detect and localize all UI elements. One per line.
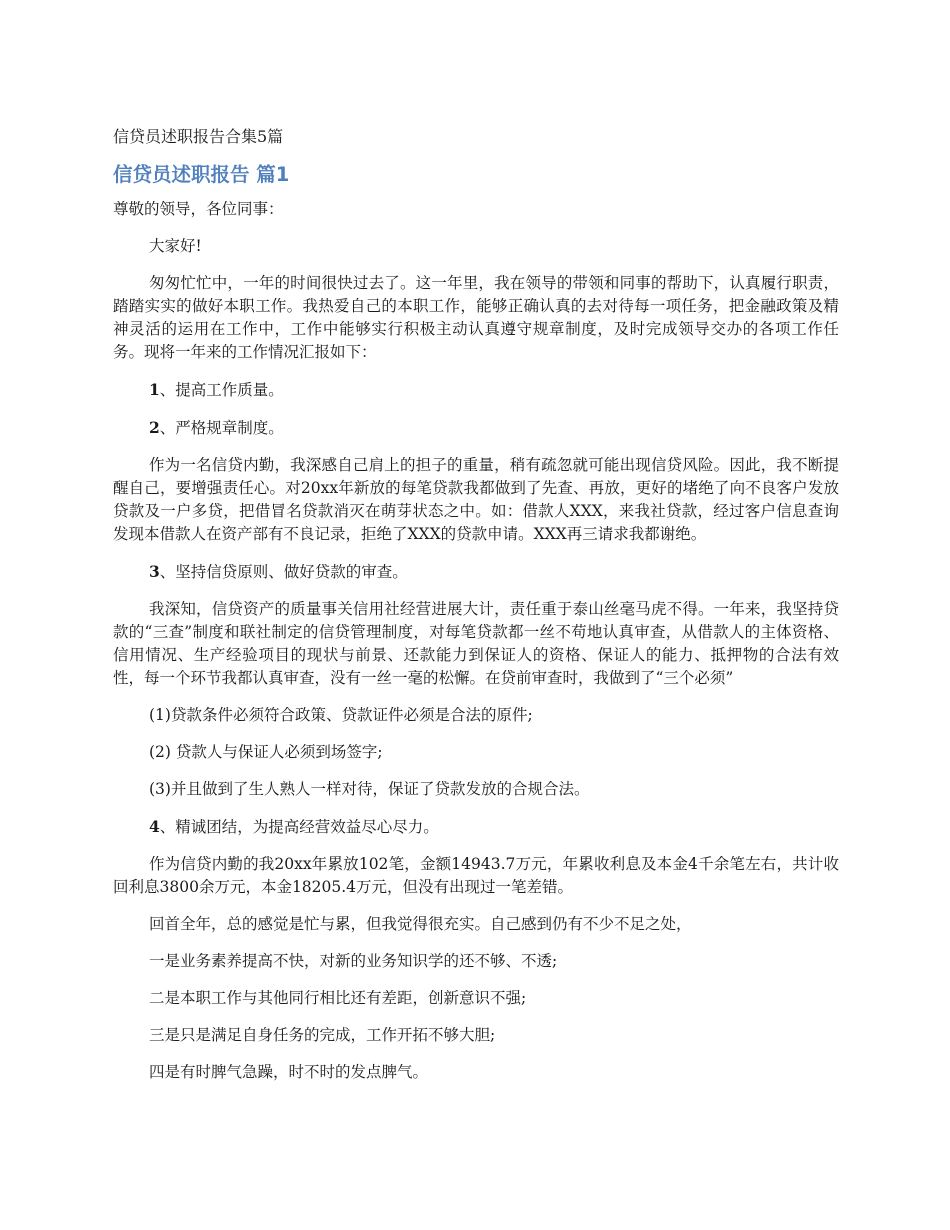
sub-item-2: (2) 贷款人与保证人必须到场签字; [149,743,383,761]
body-paragraph: 作为信贷内勤的我20xx年累放102笔，金额14943.7万元，年累收利息及本金4千余笔左右，共计收回利息3800余万元，本金18205.4万元，但没有出现过一笔差错。 [113,855,839,896]
shortcoming-2: 二是本职工作与其他同行相比还有差距，创新意识不强; [149,989,527,1007]
body-paragraph: 我深知，信贷资产的质量事关信用社经营进展大计，责任重于泰山丝毫马虎不得。一年来，我坚持贷款的“三查”制度和联社制定的信贷管理制度，对每笔贷款都一丝不苟地认真审查，从借款人的主体资格、信用情况、生产经验项目的现状与前景、还款能力到保证人的资格、保证人的能力、抵押物的合法有效性，每一个环节我都认真审查，没有一丝一毫的松懈。在贷前审查时，我做到了“三个必须” [113,600,839,687]
item-text: 、严格规章制度。 [159,419,284,437]
intro-paragraph: 匆匆忙忙中，一年的时间很快过去了。这一年里，我在领导的带领和同事的帮助下，认真履行职责，踏踏实实的做好本职工作。我热爱自己的本职工作，能够正确认真的去对待每一项任务，把金融政策及精神灵活的运用在工作中，工作中能够实行积极主动认真遵守规章制度，及时完成领导交办的各项工作任务。现将一年来的工作情况汇报如下： [113,274,839,361]
list-item-1 [113,378,839,402]
list-item-3 [113,560,839,584]
item-number: 1 [149,380,160,399]
section-heading: 信贷员述职报告 篇1 [113,163,290,186]
list-item-2 [113,416,839,440]
greeting: 大家好! [149,237,202,255]
item-text: 、精诚团结，为提高经营效益尽心尽力。 [159,818,439,836]
body-paragraph: 作为一名信贷内勤，我深感自己肩上的担子的重量，稍有疏忽就可能出现信贷风险。因此，我不断提醒自己，要增强责任心。对20xx年新放的每笔贷款我都做到了先查、再放，更好的堵绝了向不良客户发放贷款及一户多贷，把借冒名贷款消灭在萌芽状态之中。如：借款人XXX，来我社贷款，经过客户信息查询发现本借款人在资产部有不良记录，拒绝了XXX的贷款申请。XXX再三请求我都谢绝。 [113,456,839,543]
item-text: 、提高工作质量。 [159,381,284,399]
item-number: 3 [149,562,160,581]
body-paragraph: 回首全年，总的感觉是忙与累，但我觉得很充实。自己感到仍有不少不足之处， [149,915,692,933]
sub-item-1: (1)贷款条件必须符合政策、贷款证件必须是合法的原件; [149,706,533,724]
item-number: 2 [149,418,160,437]
list-item-4 [113,815,839,839]
shortcoming-4: 四是有时脾气急躁，时不时的发点脾气。 [149,1063,429,1081]
item-number: 4 [149,817,160,836]
shortcoming-3: 三是只是满足自身任务的完成，工作开拓不够大胆; [149,1026,496,1044]
document-page [113,124,839,1098]
item-text: 、坚持信贷原则、做好贷款的审查。 [159,563,408,581]
shortcoming-1: 一是业务素养提高不快，对新的业务知识学的还不够、不透; [149,952,558,970]
salutation: 尊敬的领导，各位同事： [113,200,284,218]
sub-item-3: (3)并且做到了生人熟人一样对待，保证了贷款发放的合规合法。 [149,780,590,798]
document-title: 信贷员述职报告合集5篇 [113,127,284,146]
